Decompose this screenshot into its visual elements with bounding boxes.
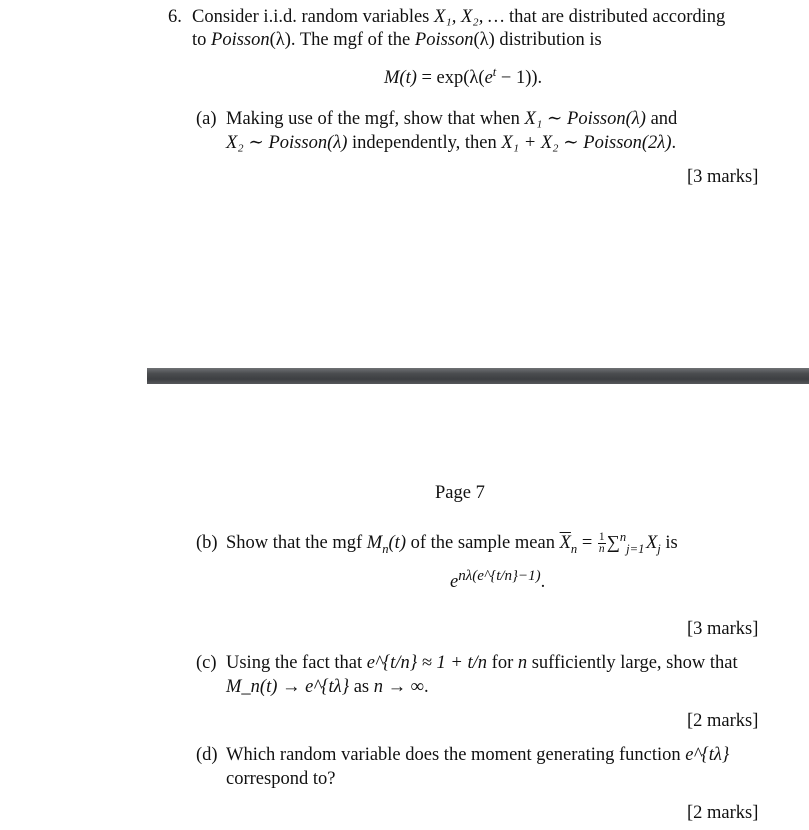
part-d-label: (d) (196, 745, 218, 765)
part-c-marks: [2 marks] (687, 711, 759, 731)
part-b-line-1: Show that the mgf $M_n(t)$ of the sample mean $\overline{X}_n$ = $\frac{1}{n}$ ∑$^n_{j=1}$ $X_j$ is (226, 530, 678, 556)
part-d-line-2: correspond to? (226, 769, 336, 789)
part-b-result: $e^{n\lambda(e\^{}\{t/n\}-1)}$. (450, 567, 546, 592)
sample-mean-symbol: $\overline{X}$ (559, 533, 571, 554)
part-b-label: (b) (196, 533, 218, 553)
question-intro-line-1: Consider i.i.d. random variables X₁, X₂, … that are distributed according (192, 7, 726, 27)
part-d-line-1: Which random variable does the moment generating function e^{tλ} (226, 745, 730, 765)
sum-symbol: ∑ (606, 533, 620, 554)
part-c-label: (c) (196, 653, 217, 673)
part-c-line-1: Using the fact that e^{t/n} ≈ 1 + t/n for n sufficiently large, show that (226, 653, 738, 673)
part-a-line-1: Making use of the mgf, show that when X₁ ∼ Poisson(λ) and (226, 109, 678, 129)
part-a-marks: [3 marks] (687, 167, 759, 187)
question-intro-line-2: to Poisson(λ). The mgf of the Poisson(λ) distribution is (192, 30, 602, 50)
one-over-n-fraction: $\frac{1}{n}$ (598, 531, 605, 556)
page-number: Page 7 (435, 483, 485, 503)
mgf-equation: $M(t) = \exp(\lambda(e^t - 1))$. (384, 64, 543, 88)
part-a-label: (a) (196, 109, 217, 129)
part-b-marks: [3 marks] (687, 619, 759, 639)
part-c-line-2: M_n(t) → e^{tλ} as n → ∞. (226, 677, 429, 697)
part-a-line-2: X₂ ∼ Poisson(λ) independently, then X₁ + X₂ ∼ Poisson(2λ). (226, 133, 677, 153)
question-number: 6. (168, 7, 182, 27)
part-d-marks: [2 marks] (687, 803, 759, 823)
intro-variables: X₁, X₂, … (434, 7, 505, 27)
page-divider (147, 368, 809, 384)
